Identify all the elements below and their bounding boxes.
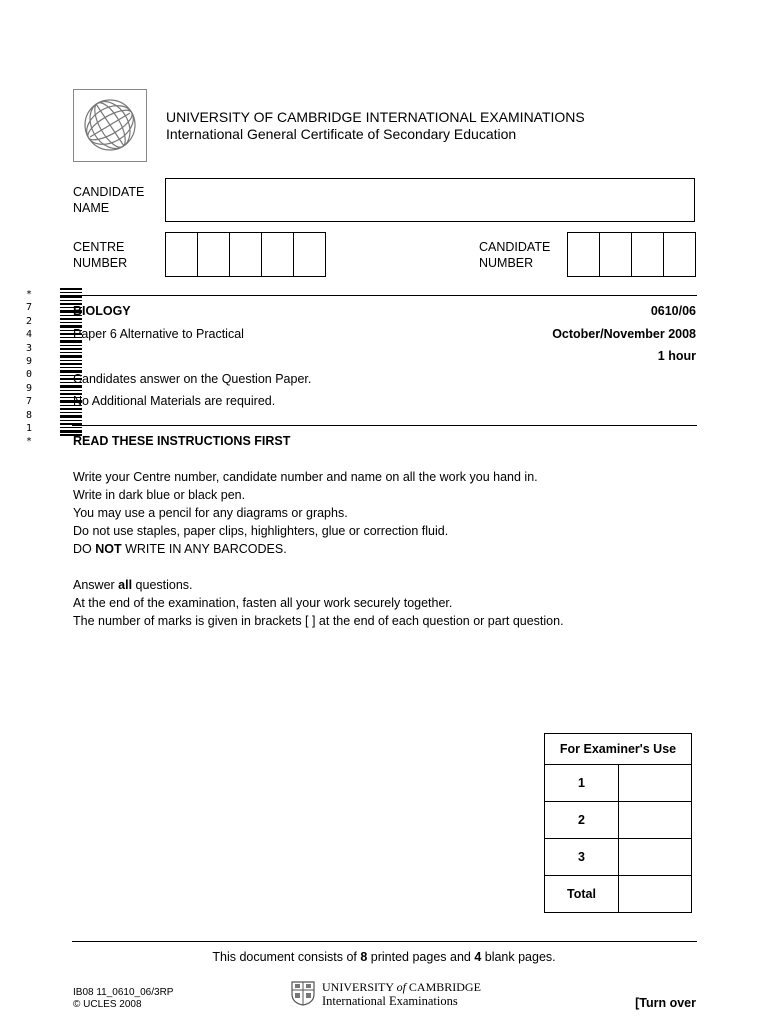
turn-over: [Turn over — [635, 996, 696, 1010]
instructions-heading: READ THESE INSTRUCTIONS FIRST — [73, 434, 291, 448]
exam-session: October/November 2008 — [552, 327, 696, 341]
instruction-line: Answer all questions. — [73, 578, 193, 592]
centre-number-cell[interactable] — [229, 232, 262, 277]
centre-number-cell[interactable] — [197, 232, 230, 277]
duration: 1 hour — [657, 349, 696, 363]
candidate-number-cell[interactable] — [663, 232, 696, 277]
syllabus-code: 0610/06 — [650, 304, 696, 318]
ucie-logo — [73, 89, 147, 162]
barcode — [22, 288, 62, 448]
cambridge-subtitle: International Examinations — [322, 994, 458, 1008]
centre-number-label: CENTRE NUMBER — [73, 240, 128, 270]
globe-icon — [74, 90, 146, 161]
divider — [72, 295, 697, 296]
candidate-number-cell[interactable] — [567, 232, 600, 277]
candidate-name-field[interactable] — [165, 178, 695, 222]
cambridge-footer-logo — [290, 980, 490, 1012]
mark-cell[interactable] — [619, 765, 692, 802]
candidate-number-cell[interactable] — [599, 232, 632, 277]
instruction-line: The number of marks is given in brackets [ ] at the end of each question or part question. — [73, 614, 564, 628]
candidate-number-label: CANDIDATE NUMBER — [479, 240, 551, 270]
materials-line-1: Candidates answer on the Question Paper. — [73, 372, 312, 386]
instruction-line: Write in dark blue or black pen. — [73, 488, 246, 502]
candidate-name-label: CANDIDATE NAME — [73, 185, 145, 215]
question-number: 3 — [545, 839, 619, 876]
instructions-block-2 — [73, 576, 693, 630]
cambridge-name: UNIVERSITY of CAMBRIDGE — [322, 980, 481, 994]
university-title: UNIVERSITY OF CAMBRIDGE INTERNATIONAL EXAMINATIONS — [166, 109, 585, 125]
mark-cell[interactable] — [619, 839, 692, 876]
barcode-number: * 7 2 4 3 9 0 9 7 8 1 * — [25, 289, 33, 448]
centre-number-field[interactable] — [165, 232, 326, 277]
instruction-line: Do not use staples, paper clips, highlighters, glue or correction fluid. — [73, 524, 449, 538]
paper-title: Paper 6 Alternative to Practical — [73, 327, 244, 341]
centre-number-cell[interactable] — [293, 232, 326, 277]
instructions-block-1 — [73, 468, 693, 558]
mark-cell[interactable] — [619, 802, 692, 839]
footer-reference: IB08 11_0610_06/3RP © UCLES 2008 — [73, 987, 174, 1010]
divider — [72, 425, 697, 426]
materials-line-2: No Additional Materials are required. — [73, 394, 276, 408]
subject: BIOLOGY — [73, 304, 131, 318]
qualification-subtitle: International General Certificate of Secondary Education — [166, 126, 517, 142]
instruction-line: You may use a pencil for any diagrams or graphs. — [73, 506, 348, 520]
question-number: 1 — [545, 765, 619, 802]
page-count-note: This document consists of 8 printed pages and 4 blank pages. — [212, 950, 556, 964]
instruction-line: At the end of the examination, fasten all your work securely together. — [73, 596, 453, 610]
instruction-line: DO NOT WRITE IN ANY BARCODES. — [73, 542, 287, 556]
total-mark-cell[interactable] — [619, 876, 692, 913]
centre-number-cell[interactable] — [165, 232, 198, 277]
candidate-number-cell[interactable] — [631, 232, 664, 277]
cambridge-crest-icon — [290, 980, 316, 1006]
candidate-number-field[interactable] — [567, 232, 696, 277]
instruction-line: Write your Centre number, candidate number and name on all the work you hand in. — [73, 470, 538, 484]
total-label: Total — [545, 876, 619, 913]
examiner-table-heading: For Examiner's Use — [545, 734, 692, 765]
question-number: 2 — [545, 802, 619, 839]
divider — [72, 941, 697, 942]
centre-number-cell[interactable] — [261, 232, 294, 277]
examiner-use-table — [544, 733, 692, 913]
